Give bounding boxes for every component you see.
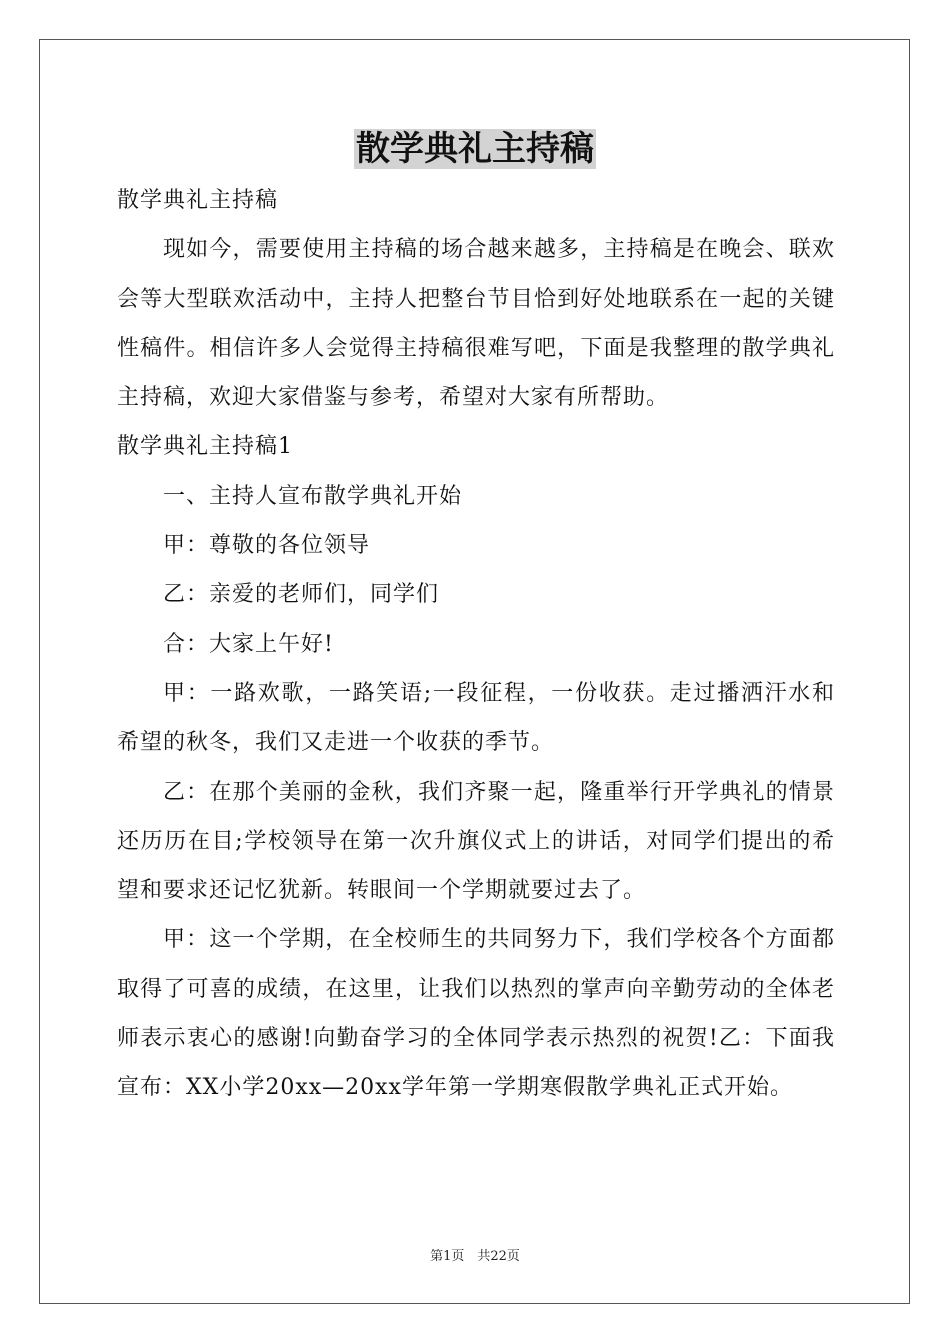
paragraph-dialogue: 甲：一路欢歌，一路笑语;一段征程，一份收获。走过播洒汗水和希望的秋冬，我们又走进一个收获的季节。 [117, 680, 835, 756]
paragraph-step-heading: 一、主持人宣布散学典礼开始 [163, 483, 463, 509]
paragraph-section-heading: 散学典礼主持稿1 [117, 434, 293, 460]
paragraph-dialogue: 甲：这一个学期，在全校师生的共同努力下，我们学校各个方面都取得了可喜的成绩，在这里，让我们以热烈的掌声向辛勤劳动的全体老师表示衷心的感谢!向勤奋学习的全体同学表示热烈的祝贺!乙：下面我宣布：XX小学20xx—20xx学年第一学期寒假散学典礼正式开始。 [117, 927, 835, 1101]
paragraph-dialogue: 乙：亲爱的老师们，同学们 [163, 582, 440, 608]
document-title-text: 散学典礼主持稿 [356, 129, 594, 169]
document-body [117, 176, 835, 1113]
page-number-footer: 第1页 共22页 [430, 1249, 520, 1264]
paragraph-dialogue: 合：大家上午好! [163, 631, 334, 657]
paragraph-subtitle: 散学典礼主持稿 [117, 188, 279, 213]
paragraph-dialogue: 甲：尊敬的各位领导 [163, 533, 371, 559]
document-title [0, 126, 950, 172]
paragraph-dialogue: 乙：在那个美丽的金秋，我们齐聚一起，隆重举行开学典礼的情景还历历在目;学校领导在第一次升旗仪式上的讲话，对同学们提出的希望和要求还记忆犹新。转眼间一个学期就要过去了。 [117, 779, 835, 904]
paragraph-intro: 现如今，需要使用主持稿的场合越来越多，主持稿是在晚会、联欢会等大型联欢活动中，主持人把整台节目恰到好处地联系在一起的关键性稿件。相信许多人会觉得主持稿很难写吧，下面是我整理的散学典礼主持稿，欢迎大家借鉴与参考，希望对大家有所帮助。 [117, 237, 835, 411]
